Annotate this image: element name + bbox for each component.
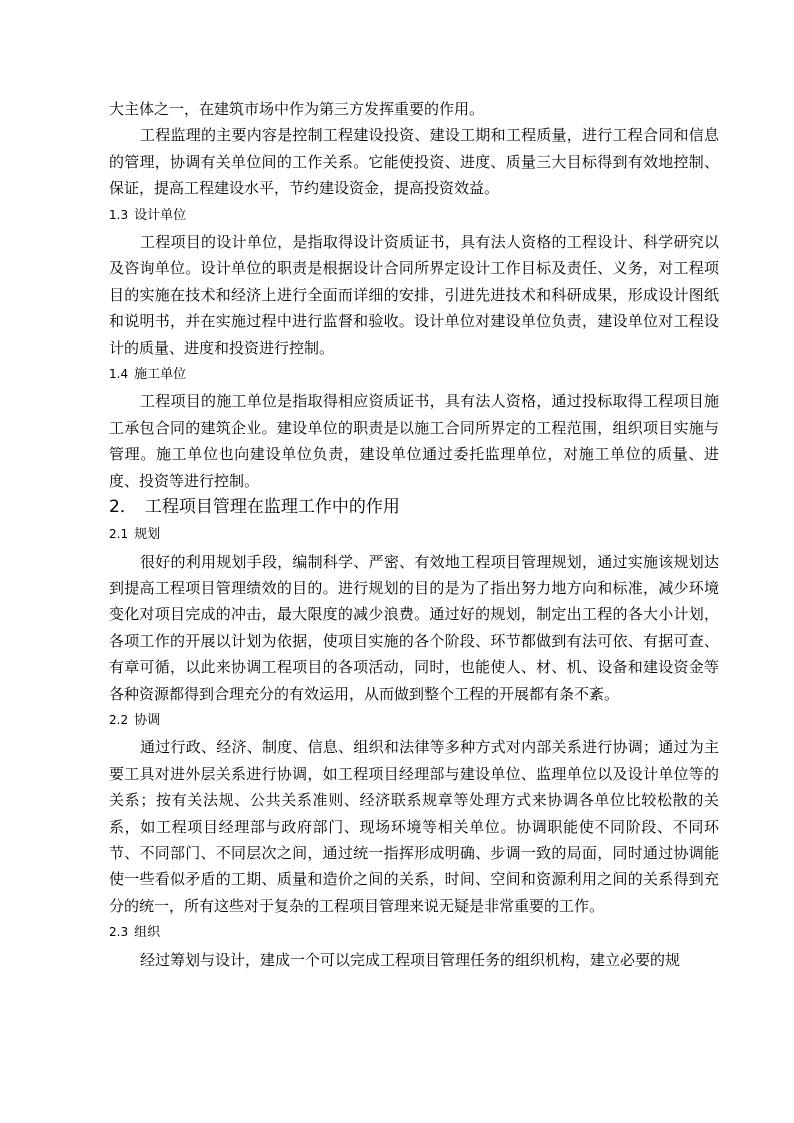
paragraph: 很好的利用规划手段，编制科学、严密、有效地工程项目管理规划，通过实施该规划达到提高工程项目管理绩效的目的。进行规划的目的是为了指出努力地方向和标准，减少环境变化对项目完成的冲击，最大限度的减少浪费。通过好的规划，制定出工程的各大小计划，各项工作的开展以计划为依据，使项目实施的各个阶段、环节都做到有法可依、有据可查、有章可循，以此来协调工程项目的各项活动，同时，也能使人、材、机、设备和建设资金等各种资源都得到合理充分的有效运用，从而做到整个工程的开展都有条不紊。 [109,552,719,703]
section-title: 设计单位 [134,207,187,223]
section-title: 组织 [134,925,161,941]
chapter-number: 2． [109,497,137,518]
section-number: 2.1 [109,527,129,542]
paragraph: 工程监理的主要内容是控制工程建设投资、建设工期和工程质量，进行工程合同和信息的管理，协调有关单位间的工作关系。它能使投资、进度、质量三大目标得到有效地控制、保证，提高工程建设水平，节约建设资金，提高投资效益。 [109,126,719,198]
section-heading-2-2 [109,707,719,734]
chapter-heading-2 [109,494,719,521]
paragraph: 经过筹划与设计，建成一个可以完成工程项目管理任务的组织机构，建立必要的规 [140,950,681,969]
chapter-title: 工程项目管理在监理工作中的作用 [144,497,400,518]
document-page [109,96,719,973]
section-number: 1.4 [109,367,129,382]
paragraph: 大主体之一，在建筑市场中作为第三方发挥重要的作用。 [109,100,485,118]
section-number: 2.2 [109,712,129,727]
section-heading-2-1 [109,521,719,548]
section-heading-1-4 [109,361,719,388]
paragraph: 工程项目的施工单位是指取得相应资质证书，具有法人资格，通过投标取得工程项目施工承包合同的建筑企业。建设单位的职责是以施工合同所界定的工程范围，组织项目实施与管理。施工单位也向建设单位负责，建设单位通过委托监理单位，对施工单位的质量、进度、投资等进行控制。 [109,392,719,490]
section-heading-1-3 [109,202,719,229]
section-title: 协调 [134,712,161,728]
paragraph: 工程项目的设计单位，是指取得设计资质证书，具有法人资格的工程设计、科学研究以及咨询单位。设计单位的职责是根据设计合同所界定设计工作目标及责任、义务，对工程项目的实施在技术和经济上进行全面而详细的安排，引进先进技术和科研成果，形成设计图纸和说明书，并在实施过程中进行监督和验收。设计单位对建设单位负责，建设单位对工程设计的质量、进度和投资进行控制。 [109,233,719,357]
section-number: 2.3 [109,925,129,940]
section-title: 施工单位 [134,367,187,383]
section-number: 1.3 [109,207,129,222]
paragraph: 通过行政、经济、制度、信息、组织和法律等多种方式对内部关系进行协调；通过为主要工具对进外层关系进行协调，如工程项目经理部与建设单位、监理单位以及设计单位等的关系；按有关法规、公共关系准则、经济联系规章等处理方式来协调各单位比较松散的关系，如工程项目经理部与政府部门、现场环境等相关单位。协调职能使不同阶段、不同环节、不同部门、不同层次之间，通过统一指挥形成明确、步调一致的局面，同时通过协调能使一些看似矛盾的工期、质量和造价之间的关系，时间、空间和资源利用之间的关系得到充分的统一，所有这些对于复杂的工程项目管理来说无疑是非常重要的工作。 [109,738,719,915]
section-heading-2-3 [109,919,719,946]
section-title: 规划 [134,527,161,543]
